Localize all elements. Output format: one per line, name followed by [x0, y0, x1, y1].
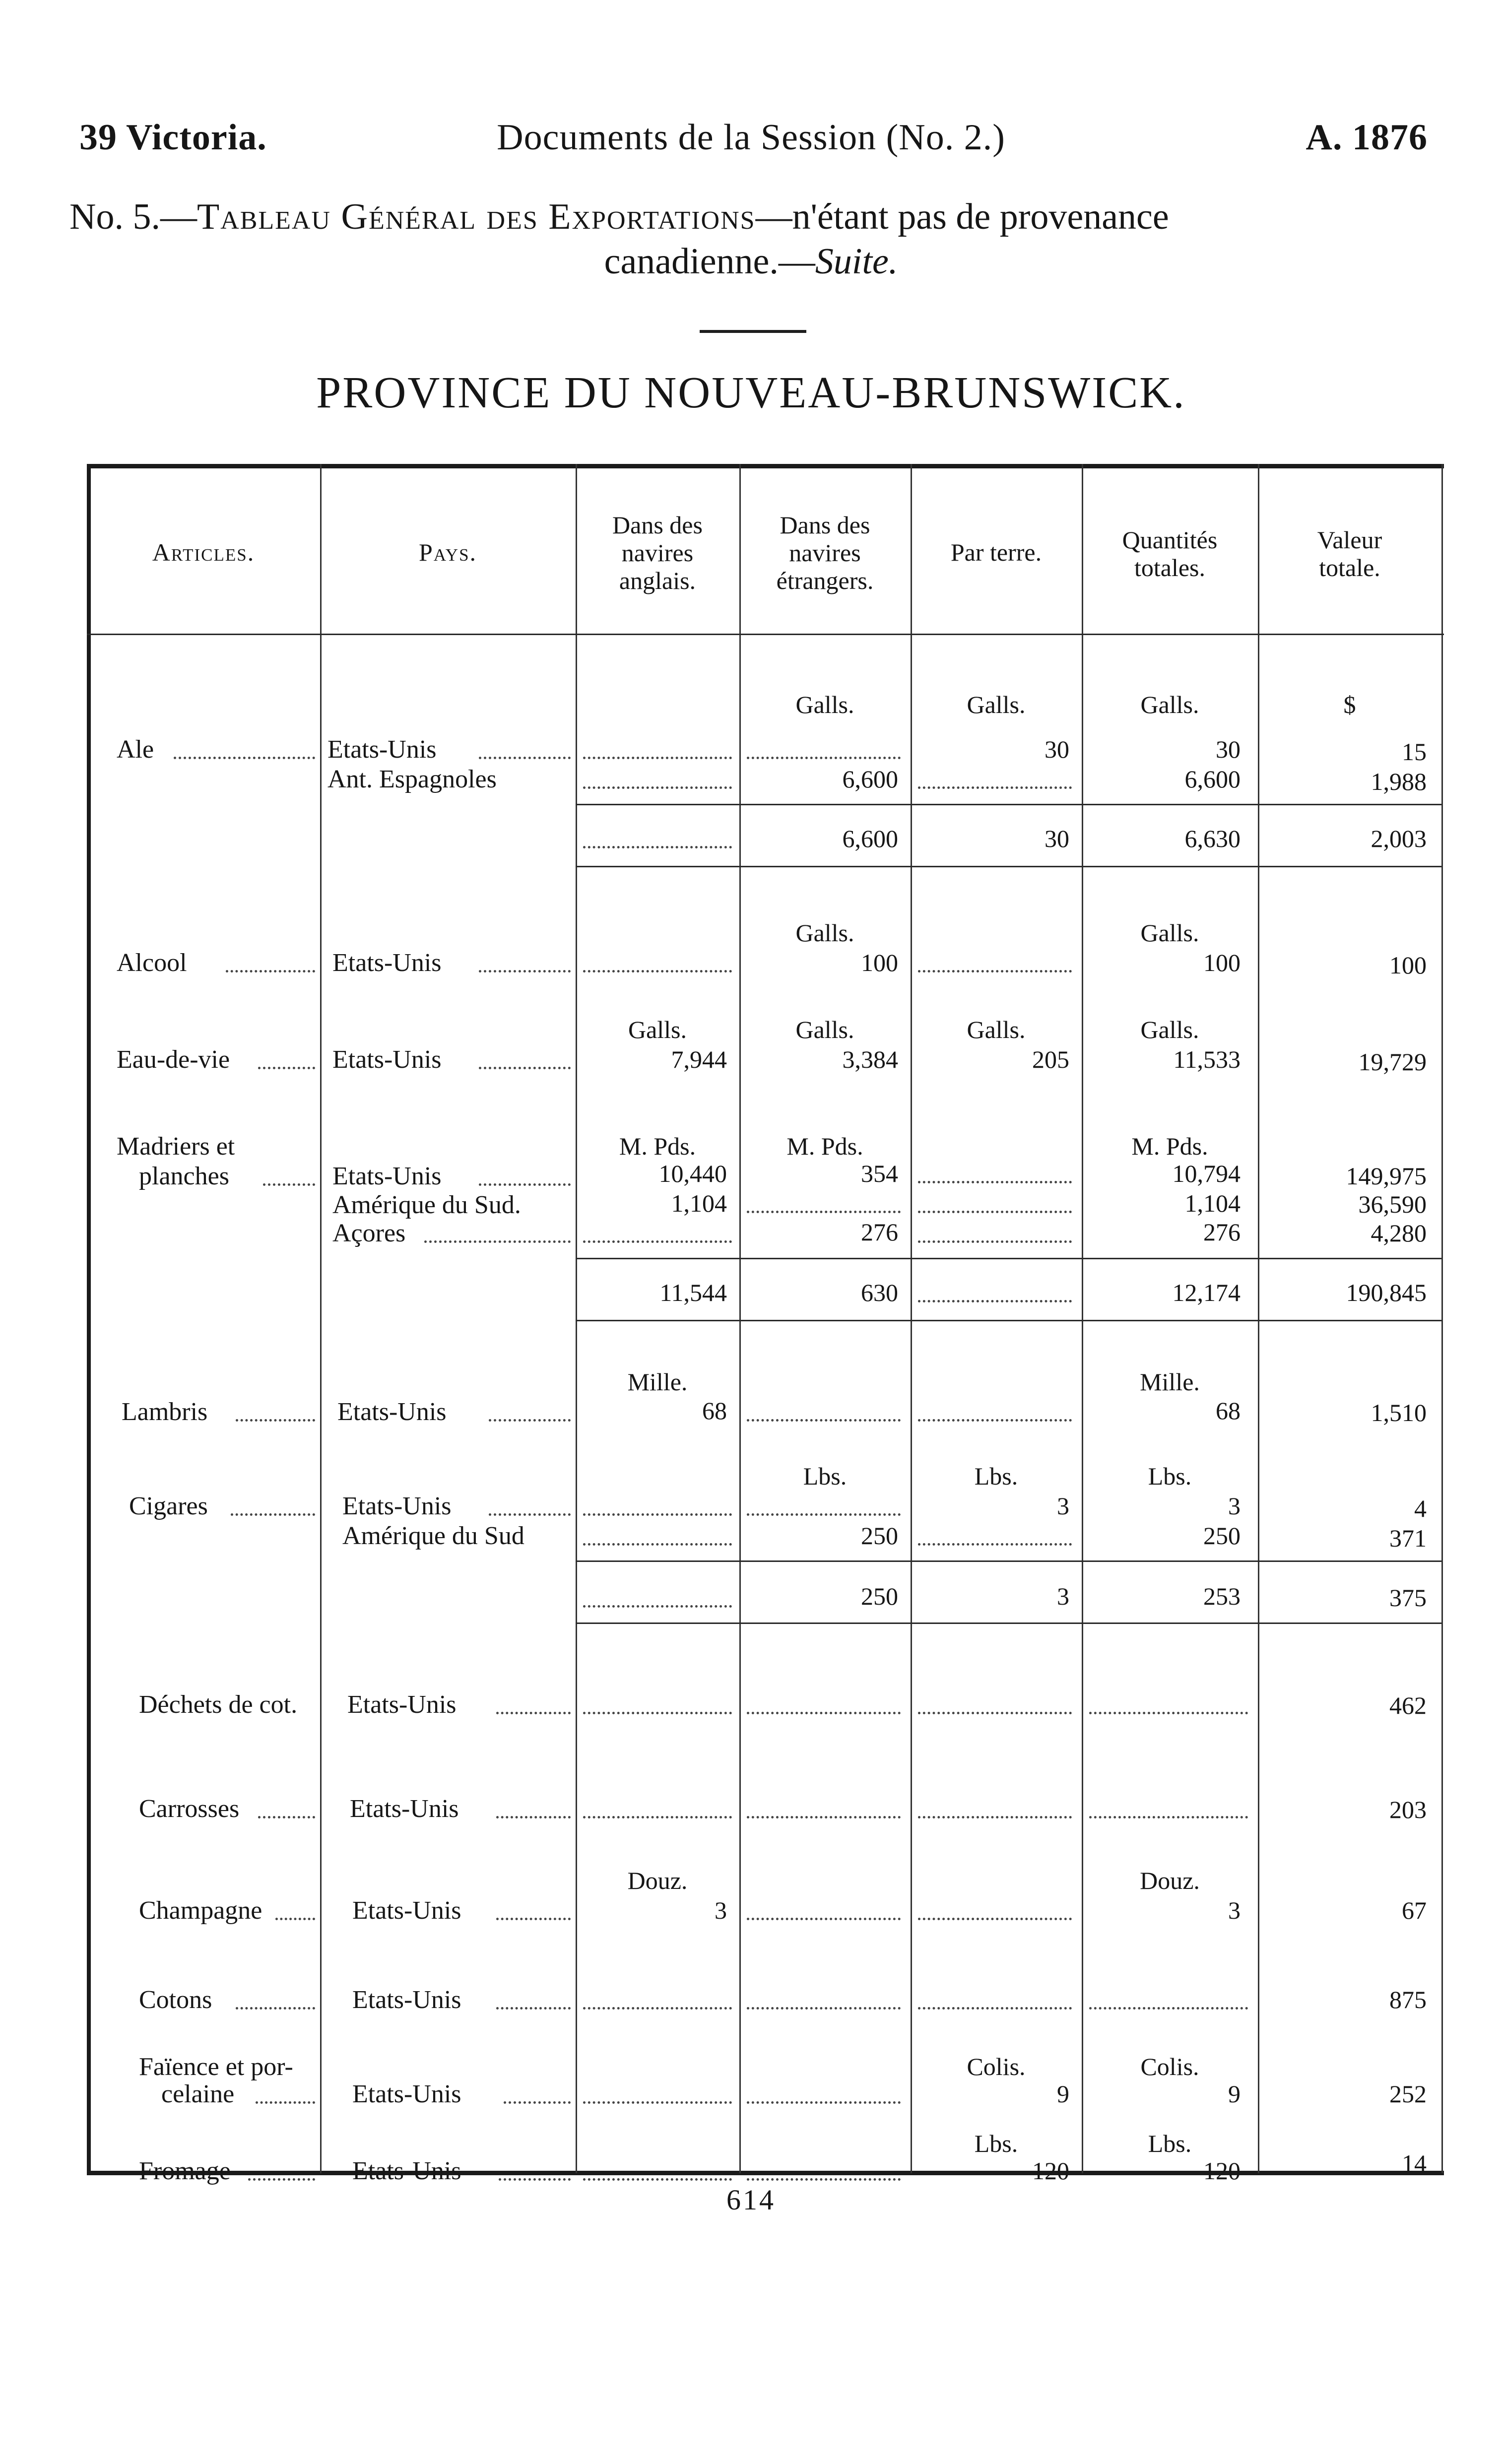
leader-dots [258, 1067, 315, 1069]
article-name: planches [139, 1162, 229, 1190]
leader-dots [489, 1513, 571, 1516]
unit-label: Lbs. [803, 1462, 847, 1490]
unit-label: M. Pds. [619, 1132, 696, 1160]
cell-value: 1,104 [1184, 1189, 1241, 1217]
leader-dots [583, 846, 732, 848]
leader-dots [258, 1816, 315, 1818]
cell-value: 100 [861, 949, 898, 976]
leader-dots [583, 757, 732, 759]
leader-dots [747, 1918, 901, 1920]
country-name: Ant. Espagnoles [327, 765, 497, 793]
article-name: Fromage [139, 2157, 231, 2185]
leader-dots [583, 2101, 732, 2104]
subtotal-rule [576, 1560, 1441, 1562]
leader-dots [583, 786, 732, 789]
row-rule [576, 1320, 1441, 1321]
cell-value: 6,600 [842, 765, 898, 793]
leader-dots [496, 1712, 571, 1714]
leader-dots [918, 1543, 1072, 1546]
cell-value: 462 [1389, 1691, 1427, 1719]
cell-value: 250 [861, 1522, 898, 1550]
cell-value: 4,280 [1371, 1219, 1427, 1247]
leader-dots [174, 757, 315, 759]
unit-label: Douz. [1140, 1867, 1200, 1894]
leader-dots [583, 1712, 732, 1714]
leader-dots [747, 1513, 901, 1516]
unit-label: M. Pds. [1131, 1132, 1208, 1160]
unit-label: Colis. [1140, 2053, 1199, 2080]
header-line: totales. [1134, 554, 1206, 582]
table-left-border [87, 464, 91, 2173]
table-title-line2 [0, 241, 1502, 283]
cell-value: 10,794 [1172, 1160, 1241, 1187]
country-name: Etats-Unis [352, 2080, 461, 2108]
cell-value: 15 [1402, 738, 1427, 766]
leader-dots [256, 2101, 315, 2104]
unit-label: Lbs. [974, 2130, 1018, 2157]
total-value: 6,600 [842, 825, 898, 852]
row-rule [576, 1622, 1441, 1624]
leader-dots [747, 2101, 901, 2104]
header-line: Valeur [1317, 526, 1382, 554]
article-name: celaine [161, 2080, 235, 2108]
article-name: Déchets de cot. [139, 1690, 298, 1719]
leader-dots [747, 2007, 901, 2010]
leader-dots [263, 1183, 315, 1186]
leader-dots [583, 1816, 732, 1818]
title-suite: Suite. [815, 241, 898, 282]
header-line: étrangers. [776, 567, 874, 594]
country-name: Etats-Unis [342, 1492, 452, 1520]
cell-value: 3 [1228, 1492, 1241, 1520]
province-heading: PROVINCE DU NOUVEAU-BRUNSWICK. [316, 368, 1186, 417]
cell-value: 4 [1414, 1494, 1427, 1522]
cell-value: 7,944 [671, 1045, 727, 1073]
exports-table [87, 464, 1444, 2185]
unit-label: Galls. [795, 919, 854, 947]
header-right: A. 1876 [1306, 117, 1428, 158]
leader-dots [231, 1513, 315, 1516]
total-value: 6,630 [1184, 825, 1241, 852]
cell-value: 9 [1228, 2080, 1241, 2108]
cell-value: 252 [1389, 2080, 1427, 2108]
leader-dots [747, 1712, 901, 1714]
leader-dots [583, 1605, 732, 1608]
cell-value: 100 [1389, 951, 1427, 979]
total-value: 12,174 [1172, 1279, 1241, 1306]
leader-dots [918, 1240, 1072, 1243]
cell-value: 250 [1203, 1522, 1241, 1550]
leader-dots [496, 1816, 571, 1818]
country-name: Etats-Unis [347, 1690, 457, 1719]
cell-value: 1,988 [1371, 768, 1427, 795]
leader-dots [918, 1712, 1072, 1714]
article-name: Alcool [117, 949, 187, 977]
col-divider [739, 464, 741, 2173]
cell-value: 203 [1389, 1796, 1427, 1823]
leader-dots [496, 1918, 571, 1920]
leader-dots [583, 2178, 732, 2181]
table-top-border [87, 464, 1444, 468]
leader-dots [504, 2101, 571, 2104]
total-value: 253 [1203, 1582, 1241, 1610]
total-value: 630 [861, 1279, 898, 1306]
col-header-etrangers [739, 511, 911, 594]
cell-value: 30 [1216, 735, 1241, 763]
unit-label: Galls. [1140, 1016, 1199, 1043]
unit-label: Galls. [795, 691, 854, 718]
leader-dots [496, 2007, 571, 2010]
unit-label: Mille. [1140, 1368, 1200, 1396]
header-line: Dans des [612, 511, 703, 539]
leader-dots [583, 1513, 732, 1516]
country-name: Etats-Unis [350, 1795, 459, 1823]
unit-label: Galls. [967, 1016, 1026, 1043]
country-name: Amérique du Sud. [332, 1191, 521, 1219]
col-header-quantites [1082, 526, 1258, 582]
cell-value: 68 [1216, 1397, 1241, 1425]
leader-dots [918, 1918, 1072, 1920]
article-name: Cigares [129, 1492, 208, 1520]
leader-dots [583, 1543, 732, 1546]
leader-dots [236, 1419, 315, 1422]
leader-dots [479, 1067, 571, 1069]
page-number: 614 [726, 2184, 776, 2216]
leader-dots [583, 970, 732, 973]
country-name: Etats-Unis [352, 2157, 461, 2185]
country-name: Açores [332, 1219, 406, 1247]
article-name: Cotons [139, 1986, 212, 2014]
title-rule [700, 330, 806, 333]
header-left: 39 Victoria. [79, 117, 267, 158]
cell-value: 3 [1228, 1896, 1241, 1924]
unit-label: Galls. [1140, 919, 1199, 947]
col-header-valeur [1258, 526, 1441, 582]
header-line: navires [789, 539, 861, 567]
leader-dots [747, 757, 901, 759]
article-name: Champagne [139, 1896, 262, 1925]
unit-label: $ [1343, 691, 1356, 718]
leader-dots [918, 786, 1072, 789]
unit-label: Galls. [967, 691, 1026, 718]
country-name: Etats-Unis [337, 1398, 447, 1426]
unit-label: Lbs. [1148, 2130, 1192, 2157]
total-value: 190,845 [1346, 1279, 1427, 1306]
unit-label: Lbs. [974, 1462, 1018, 1490]
leader-dots [479, 1183, 571, 1186]
table-title [69, 196, 1169, 238]
leader-dots [489, 1419, 571, 1422]
cell-value: 67 [1402, 1896, 1427, 1924]
unit-label: M. Pds. [786, 1132, 863, 1160]
header-line: navires [621, 539, 694, 567]
cell-value: 120 [1203, 2157, 1241, 2185]
country-name: Etats-Unis [327, 735, 437, 764]
country-name: Etats-Unis [352, 1896, 461, 1925]
leader-dots [747, 1816, 901, 1818]
country-name: Etats-Unis [332, 1162, 442, 1190]
col-divider [1441, 464, 1443, 2173]
leader-dots [499, 2178, 571, 2181]
cell-value: 354 [861, 1160, 898, 1187]
leader-dots [747, 1211, 901, 1213]
col-header-articles: Articles. [152, 538, 255, 566]
total-value: 30 [1045, 825, 1069, 852]
cell-value: 11,533 [1173, 1045, 1241, 1073]
leader-dots [248, 2178, 315, 2181]
unit-label: Galls. [628, 1016, 687, 1043]
cell-value: 68 [702, 1397, 727, 1425]
subtotal-rule [576, 1258, 1441, 1259]
unit-label: Galls. [795, 1016, 854, 1043]
country-name: Amérique du Sud [342, 1522, 524, 1550]
cell-value: 14 [1402, 2149, 1427, 2177]
leader-dots [226, 970, 315, 973]
title-main: Tableau Général des Exportations [196, 196, 756, 237]
leader-dots [1089, 1816, 1248, 1818]
leader-dots [918, 1419, 1072, 1422]
leader-dots [424, 1240, 571, 1243]
title-prefix: No. 5.— [69, 196, 197, 237]
col-divider [911, 464, 912, 2173]
total-value: 250 [861, 1582, 898, 1610]
leader-dots [918, 1181, 1072, 1183]
unit-label: Galls. [1140, 691, 1199, 718]
country-name: Etats-Unis [332, 949, 442, 977]
unit-label: Douz. [627, 1867, 688, 1894]
cell-value: 875 [1389, 1986, 1427, 2013]
cell-value: 19,729 [1358, 1048, 1427, 1076]
total-value: 2,003 [1371, 825, 1427, 852]
col-header-terre: Par terre. [950, 538, 1042, 566]
leader-dots [918, 1211, 1072, 1213]
article-name: Carrosses [139, 1795, 240, 1823]
leader-dots [583, 2007, 732, 2010]
cell-value: 10,440 [658, 1160, 727, 1187]
col-header-anglais [576, 511, 739, 594]
article-name: Faïence et por- [139, 2053, 293, 2081]
leader-dots [918, 2007, 1072, 2010]
unit-label: Colis. [967, 2053, 1026, 2080]
header-line: totale. [1319, 554, 1380, 582]
cell-value: 6,600 [1184, 765, 1241, 793]
total-value: 11,544 [659, 1279, 727, 1306]
subtotal-rule [576, 804, 1441, 805]
leader-dots [1089, 2007, 1248, 2010]
article-name: Eau-de-vie [117, 1045, 230, 1074]
total-value: 3 [1057, 1582, 1069, 1610]
cell-value: 9 [1057, 2080, 1069, 2108]
leader-dots [479, 757, 571, 759]
cell-value: 276 [1203, 1218, 1241, 1246]
cell-value: 149,975 [1346, 1162, 1427, 1190]
title-suffix: —n'étant pas de provenance [755, 196, 1169, 237]
row-rule [576, 866, 1441, 867]
total-value: 375 [1389, 1584, 1427, 1612]
cell-value: 3 [1057, 1492, 1069, 1520]
cell-value: 100 [1203, 949, 1241, 976]
cell-value: 120 [1032, 2157, 1069, 2185]
col-header-pays: Pays. [418, 538, 477, 566]
cell-value: 371 [1389, 1524, 1427, 1552]
cell-value: 1,104 [671, 1189, 727, 1217]
leader-dots [236, 2007, 315, 2010]
article-name: Madriers et [117, 1132, 235, 1161]
header-line: anglais. [619, 567, 696, 594]
header-rule [87, 634, 1444, 635]
country-name: Etats-Unis [352, 1986, 461, 2014]
leader-dots [747, 1419, 901, 1422]
header-line: Quantités [1122, 526, 1218, 554]
header-line: Dans des [780, 511, 870, 539]
leader-dots [583, 1240, 732, 1243]
cell-value: 36,590 [1358, 1190, 1427, 1218]
cell-value: 3,384 [842, 1045, 898, 1073]
unit-label: Lbs. [1148, 1462, 1192, 1490]
cell-value: 205 [1032, 1045, 1069, 1073]
unit-label: Mille. [627, 1368, 688, 1396]
cell-value: 30 [1045, 735, 1069, 763]
col-divider [320, 464, 322, 2173]
cell-value: 3 [715, 1896, 727, 1924]
article-name: Lambris [122, 1398, 208, 1426]
header-center: Documents de la Session (No. 2.) [497, 117, 1005, 158]
leader-dots [479, 970, 571, 973]
cell-value: 276 [861, 1218, 898, 1246]
leader-dots [275, 1918, 315, 1920]
cell-value: 1,510 [1371, 1399, 1427, 1427]
leader-dots [918, 1300, 1072, 1302]
leader-dots [918, 1816, 1072, 1818]
country-name: Etats-Unis [332, 1045, 442, 1074]
article-name: Ale [117, 735, 154, 764]
leader-dots [918, 970, 1072, 973]
leader-dots [747, 2178, 901, 2181]
leader-dots [1089, 1712, 1248, 1714]
title-line2: canadienne.— [604, 241, 815, 282]
